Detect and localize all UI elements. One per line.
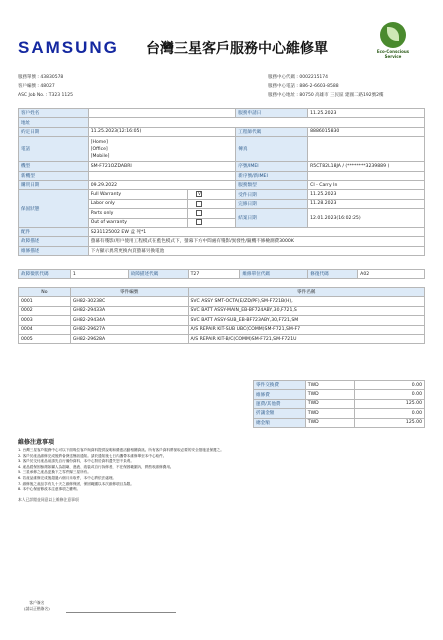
table-row: 0004 GH82-29627A A/S REPAIR KIT-SUB UBC(COMM)SM-F721,SM-F7 [19, 325, 425, 334]
address-label: 地址 [19, 118, 89, 127]
signature-note: (請以正楷簽名) [24, 606, 50, 611]
parts-table [18, 287, 425, 344]
fax-label: 傳真 [236, 137, 308, 162]
customer-name-label: 客戶姓名 [19, 109, 89, 118]
asc-job-row: ASC Job No. : T323 1125 [18, 93, 73, 98]
checkbox-out-of-warranty[interactable] [196, 219, 202, 225]
list-item: 1. 台灣三星客戶服務中心可以下面幾位客戶與資料提供說明和優惠活動相關資訊。所有客戶資料將採取必要的安全措施並保護之。 [18, 448, 224, 452]
fault-code-label: 故障徵狀代碼 [19, 270, 71, 279]
parts-header-code: 零件編號 [70, 288, 188, 297]
header-left-info [18, 73, 73, 100]
repair-code-label: 修復代碼 [308, 270, 358, 279]
new-model-value [88, 171, 236, 180]
close-date-label: 結案日期 [236, 209, 308, 228]
parts-header-no: No [19, 288, 71, 297]
list-item: 2. 客戶於產品維修完成後將會發送簡訊通知。請於通知後七日內攜帶本維修單至本中心取件。 [18, 453, 167, 458]
list-item: 3. 客戶於交付產品前請先自行備份資料，本中心對於資料遺失恕不負責。 [18, 459, 134, 464]
checkbox-parts-only[interactable] [196, 210, 202, 216]
samsung-logo: SAMSUNG [18, 38, 119, 57]
defect-code-label: 故障描述代碼 [128, 270, 188, 279]
defect-code-value: T27 [188, 270, 240, 279]
appointment-label: 約定日期 [19, 127, 89, 136]
charge-row: 運費/其他費 TWD 125.00 [254, 399, 425, 408]
warranty-option-labor: Labor only [88, 199, 188, 208]
fault-code-value: 1 [70, 270, 128, 279]
phone-label: 電話 [19, 137, 89, 162]
warranty-option-out: Out of warranty [88, 218, 188, 227]
new-model-label: 新機型 [19, 171, 89, 180]
center-code-row: 服務中心代碼 : 0002215174 [268, 75, 329, 80]
signature-label: 客戶簽名 [29, 600, 45, 605]
table-row: 0002 GH82-29433A SVC BATT ASSY-MAIN_EB-BF724ABY,30,F721,S [19, 306, 425, 315]
notes-list [18, 448, 425, 493]
signature-line[interactable] [66, 612, 176, 613]
table-row: 0005 GH82-29628A A/S REPAIR KIT-B/C(COMM)SM-F721,SM-F721U [19, 334, 425, 343]
accessory-value: S231125002 EW 盒 死*1 [88, 227, 424, 236]
appointment-value: 11.25.2023(12:16:05) [88, 127, 236, 136]
charge-row: 零件交換費 TWD 0.00 [254, 381, 425, 390]
close-date-value: 12.01.2023(16:02:25) [308, 209, 425, 228]
center-address-row: 服務中心地址 : 80750 高雄市 三民區 建國二路192號2樓 [268, 93, 384, 98]
receive-date-label: 受件日期 [236, 190, 308, 199]
consent-text: 本人已詳閱並同意以上維修注意事項 [18, 496, 79, 502]
charges-table [253, 380, 425, 428]
model-value: SM-F721OZDABRI [88, 162, 236, 171]
list-item: 5. 三星承修之產品更換下之零件歸三星所有。 [18, 470, 91, 475]
center-phone-row: 服務中心電話 : 886-2-6603-8588 [268, 84, 339, 89]
new-serial-label: 新序號/新IMEI [236, 171, 308, 180]
warranty-label: 保固狀態 [19, 190, 89, 228]
charge-row: 總金額 TWD 125.00 [254, 418, 425, 427]
complete-date-value: 11.28.2023 [308, 199, 425, 208]
phone-value: [Home] [Office] [Mobile] [88, 137, 236, 162]
checkbox-full-warranty[interactable]: V [198, 191, 201, 197]
header-right-info [268, 73, 383, 100]
address-value [88, 118, 424, 127]
purchase-label: 購買日期 [19, 180, 89, 189]
service-info-table [18, 108, 425, 256]
table-row: 0003 GH82-29434A SVC BATT ASSY-SUB_EB-BF723ABY,30,F721,SM [19, 316, 425, 325]
warranty-option-full: Full Warranty [88, 190, 188, 199]
engineer-value: 8886015830 [308, 127, 425, 136]
repair-label: 維修描述 [19, 246, 89, 255]
purchase-value: 09.29.2022 [88, 180, 236, 189]
engineer-label: 工程師代碼 [236, 127, 308, 136]
service-date-label: 服務申請日 [236, 109, 308, 118]
new-serial-value [308, 171, 425, 180]
parts-header-name: 零件名稱 [188, 288, 425, 297]
complete-date-label: 完修日期 [236, 199, 308, 208]
customer-id-row: 客戶編號 : 48027 [18, 84, 55, 89]
codes-table [18, 269, 425, 279]
accessory-label: 配件 [19, 227, 89, 236]
list-item: 8. 本中心保留修改本注意事項之權利。 [18, 487, 81, 492]
charge-row: 維修費 TWD 0.00 [254, 390, 425, 399]
service-date-value: 11.25.2023 [308, 109, 425, 118]
warranty-option-parts: Parts only [88, 209, 188, 218]
list-item: 4. 產品經保固檢測如屬人為損壞、進液、改裝或自行拆修者，不在保固範圍內，將酌收維修費用。 [18, 464, 174, 469]
signature-block [24, 600, 50, 612]
eco-label: Eco-Conscious Service [376, 49, 410, 59]
fax-value [308, 137, 425, 162]
fault-value: 螢幕有殘影/用戶使用工程模式在藍色模式下，螢幕下方中間處有殘影/異發性/隨機不修檢測費3000K [88, 237, 424, 246]
serial-label: 序號/IMEI [236, 162, 308, 171]
checkbox-labor-only[interactable] [196, 201, 202, 207]
table-row: 0001 GH82-30238C SVC ASSY SMT-OCTA(E/ZD/PF),SM-F721B(H), [19, 297, 425, 306]
model-label: 機型 [19, 162, 89, 171]
charge-row: 折讓金額 TWD 0.00 [254, 409, 425, 418]
service-type-value: CI - Carry In [308, 180, 425, 189]
list-item: 7. 維修後之產品享有九十天之維修保固，保固範圍以本次維修項目為限。 [18, 481, 134, 486]
repair-value: 下方顯示異常更換內頁螢幕另換電池 [88, 246, 424, 255]
list-item: 6. 若產品維修完成後超過六個月未取件，本中心將依法處理。 [18, 475, 117, 480]
job-number-row: 服務單號 : 43830578 [18, 75, 64, 80]
notes-title: 維修注意事項 [18, 439, 55, 446]
service-type-label: 服務類型 [236, 180, 308, 189]
fault-label: 故障描述 [19, 237, 89, 246]
page-title: 台灣三星客戶服務中心維修單 [146, 41, 328, 57]
repair-unit-code-label: 維修單位代碼 [240, 270, 308, 279]
eco-badge [368, 22, 418, 59]
customer-name-value [88, 109, 236, 118]
leaf-icon [380, 22, 406, 48]
receive-date-value: 11.25.2023 [308, 190, 425, 199]
repair-code-value: A02 [358, 270, 425, 279]
serial-value: R5CT82L18JA / (********3239889 ) [308, 162, 425, 171]
notes-section [18, 437, 425, 503]
